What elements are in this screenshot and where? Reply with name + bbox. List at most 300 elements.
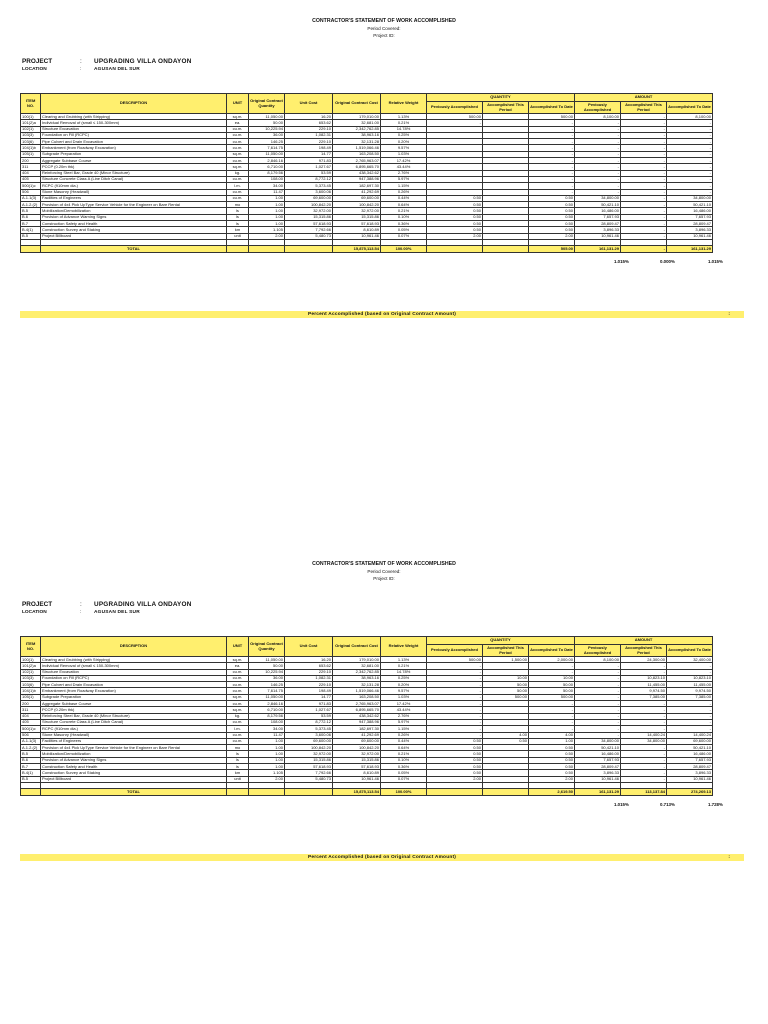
cell-unit: unit [227,233,249,239]
total-a-date: 161,131.29 [667,246,713,253]
cell-a-this: - [621,757,667,763]
cell-item-no: 102(1) [21,669,41,675]
cell-a-prev: 8,100.00 [575,657,621,663]
cell-a-date: - [667,713,713,719]
project-label: PROJECT [22,58,53,65]
cell-rel-weight: 0.07% [381,776,427,782]
col-q-date: Accomplished To Date [529,102,575,114]
cell-orig-cost: 32,131.28 [333,139,381,145]
cell-a-prev: - [575,145,621,151]
cell-item-no: 500(1)c [21,726,41,732]
cell-item-no: B.5 [21,233,41,239]
cell-description: Mobilization/Demobilization [41,208,227,214]
col-q-this: Accomplished This Period [483,102,529,114]
col-a-prev: Peviously Accomplished [575,102,621,114]
total-orig-cost: 15,875,113.54 [333,789,381,796]
cell-q-date: 1.00 [529,738,575,744]
cell-rel-weight: 5.97% [381,719,427,725]
cell-orig-cost: 32,681.00 [333,120,381,126]
location-label: LOCATION [22,610,47,615]
cell-description: Facilities of Engineers [41,738,227,744]
work-accomplished-table [20,636,713,796]
cell-q-date: 0.50 [529,202,575,208]
cell-a-prev: - [575,669,621,675]
cell-unit-cost: 57,618.93 [285,764,333,770]
cell-a-prev: - [575,164,621,170]
cell-q-date: 2,000.00 [529,657,575,663]
cell-description: Mobilization/Demobilization [41,751,227,757]
cell-a-date: 10,961.46 [667,776,713,782]
percent-accomplished-colon: : [728,311,730,317]
cell-unit: cu.m. [227,176,249,182]
cell-item-no: 101(2)a [21,120,41,126]
cell-a-this: - [621,132,667,138]
cell-item-no: 100(1) [21,114,41,120]
cell-description: Stone Masonry (Headwall) [41,189,227,195]
cell-q-prev: 0.50 [427,770,483,776]
cell-orig-cost: 8,610.89 [333,227,381,233]
cell-a-this: - [621,195,667,201]
cell-description: Individual Removal of (small ≤ 150-300mm) [41,120,227,126]
cell-q-prev: - [427,675,483,681]
cell-orig-qty: 11,050.00 [249,151,285,157]
sheet-header [0,18,768,39]
cell-a-prev: 16,486.00 [575,208,621,214]
cell-q-date: - [529,158,575,164]
project-colon: : [80,58,82,65]
cell-a-this: - [621,202,667,208]
cell-q-date: - [529,713,575,719]
cell-a-this: - [621,183,667,189]
cell-a-date: 11,455.00 [667,682,713,688]
cell-q-date: 0.50 [529,770,575,776]
cell-a-date: 16,486.00 [667,751,713,757]
cell-description: Project Billboard [41,233,227,239]
cell-orig-cost: 182,697.30 [333,183,381,189]
total-label: TOTAL [41,246,227,253]
cell-orig-qty: 2.00 [249,776,285,782]
cell-unit-cost: 7,792.66 [285,770,333,776]
project-info [22,601,422,619]
cell-unit-cost: 8,772.12 [285,719,333,725]
cell-q-prev: 500.00 [427,657,483,663]
cell-rel-weight: 9.57% [381,688,427,694]
cell-unit: cu.m. [227,719,249,725]
cell-a-this: - [621,701,667,707]
cell-description: PCCP (0.20m thk) [41,707,227,713]
cell-rel-weight: 0.21% [381,751,427,757]
cell-a-prev: - [575,719,621,725]
cell-unit: cu.m. [227,195,249,201]
total-rel-weight: 100.00% [381,246,427,253]
total-q-date: 2,619.50 [529,789,575,796]
cell-unit: ls [227,221,249,227]
cell-rel-weight: 1.15% [381,183,427,189]
percent-accomplished-bar [20,854,744,861]
cell-q-date: 0.50 [529,221,575,227]
cell-orig-cost: 163,208.50 [333,694,381,700]
cell-description: Construction Survey and Staking [41,227,227,233]
cell-unit-cost: 229.10 [285,126,333,132]
col-a-prev: Peviously Accomplished [575,645,621,657]
cell-a-this: - [621,233,667,239]
cell-description: Construction Survey and Staking [41,770,227,776]
cell-q-prev: 0.50 [427,221,483,227]
cell-rel-weight: 0.05% [381,770,427,776]
cell-unit: cu.m. [227,139,249,145]
cell-description: Reinforcing Steel Bar, Grade 40 (Minor Structure) [41,713,227,719]
cell-unit: cu.m. [227,669,249,675]
cell-a-this: - [621,726,667,732]
cell-rel-weight: 17.42% [381,701,427,707]
cell-q-prev: - [427,701,483,707]
col-quantity-group: QUANTITY [427,637,575,645]
cell-q-prev: 0.50 [427,738,483,744]
cell-q-date: - [529,189,575,195]
cell-orig-qty: 11.47 [249,732,285,738]
cell-description: Stone Masonry (Headwall) [41,732,227,738]
cell-description: Provision of 4x4 Pick UpType Service Vehicle for the Engineer on Bare Rental [41,202,227,208]
cell-q-prev: - [427,694,483,700]
cell-a-this: - [621,663,667,669]
cell-unit: cu.m. [227,189,249,195]
cell-unit: ea. [227,120,249,126]
cell-orig-cost: 1,519,066.46 [333,145,381,151]
cell-rel-weight: 0.26% [381,189,427,195]
col-unit-cost: Unit Cost [285,94,333,114]
col-unit-cost: Unit Cost [285,637,333,657]
cell-orig-qty: 1.105 [249,227,285,233]
cell-q-this: 50.00 [483,688,529,694]
cell-unit-cost: 653.62 [285,120,333,126]
cell-a-date: - [667,126,713,132]
cell-a-date: 69,600.00 [667,738,713,744]
cell-rel-weight: 0.64% [381,202,427,208]
cell-a-date: 7,657.93 [667,757,713,763]
cell-q-this: 50.00 [483,682,529,688]
cell-unit: cu.m. [227,682,249,688]
cell-item-no: 100(1) [21,657,41,663]
period-covered: Period Covered: [367,569,401,574]
cell-a-this: - [621,719,667,725]
cell-unit: sq.m. [227,657,249,663]
cell-unit-cost: 53.59 [285,713,333,719]
cell-orig-cost: 438,342.62 [333,713,381,719]
cell-orig-cost: 38,963.16 [333,132,381,138]
cell-orig-cost: 32,972.00 [333,751,381,757]
cell-a-prev: 34,800.00 [575,195,621,201]
cell-item-no: 200 [21,158,41,164]
cell-rel-weight: 0.25% [381,675,427,681]
percent-accomplished-label: Percent Accomplished (based on Original Contract Amount) [307,312,457,317]
cell-a-this: - [621,145,667,151]
cell-a-date: 16,486.00 [667,208,713,214]
cell-q-date: 0.50 [529,745,575,751]
cell-description: Subgrade Preparation [41,694,227,700]
cell-unit: sq.m. [227,151,249,157]
col-q-prev: Peviously Accomplished [427,645,483,657]
col-a-this: Accomplished This Period [621,645,667,657]
cell-orig-qty: 11.47 [249,189,285,195]
cell-unit: sq.m. [227,114,249,120]
cell-orig-qty: 34.00 [249,183,285,189]
total-a-this: 113,137.84 [621,789,667,796]
cell-rel-weight: 0.05% [381,227,427,233]
total-rel-weight: 100.00% [381,789,427,796]
cell-orig-cost: 2,342,762.85 [333,669,381,675]
statement-sheet-1 [0,18,768,317]
project-value: UPGRADING VILLA ONDAYON [94,601,192,608]
cell-q-date: 50.00 [529,682,575,688]
col-item: ITEM NO. [21,637,41,657]
cell-a-date: 28,809.47 [667,764,713,770]
cell-rel-weight: 1.13% [381,657,427,663]
cell-a-prev: - [575,120,621,126]
cell-rel-weight: 0.26% [381,732,427,738]
cell-orig-qty: 1.00 [249,202,285,208]
cell-unit: l.m. [227,726,249,732]
cell-q-date: - [529,151,575,157]
cell-orig-cost: 179,010.00 [333,657,381,663]
cell-q-prev: 0.50 [427,751,483,757]
cell-a-prev: 50,421.10 [575,745,621,751]
cell-unit-cost: 198.49 [285,145,333,151]
cell-orig-cost: 438,342.62 [333,170,381,176]
cell-orig-qty: 11,050.00 [249,114,285,120]
cell-unit: mo [227,745,249,751]
cell-a-this: - [621,745,667,751]
cell-orig-cost: 41,292.69 [333,189,381,195]
cell-orig-qty: 36.00 [249,675,285,681]
cell-unit: cu.m. [227,158,249,164]
cell-a-prev: - [575,183,621,189]
percent-prev: 1.015% [614,259,629,265]
cell-unit-cost: 5,373.45 [285,726,333,732]
col-orig-cost: Original Contract Cost [333,94,381,114]
cell-description: Reinforcing Steel Bar, Grade 40 (Minor Structure) [41,170,227,176]
cell-a-date: 50,421.10 [667,745,713,751]
cell-a-prev: - [575,158,621,164]
cell-description: RCPC (910mm dia.) [41,726,227,732]
location-colon: : [80,610,82,615]
col-unit: UNIT [227,637,249,657]
cell-item-no: 105(1) [21,151,41,157]
cell-unit-cost: 69,600.00 [285,738,333,744]
cell-q-date: 10.00 [529,675,575,681]
cell-description: Construction Safety and Health [41,221,227,227]
cell-item-no: 104(1)b [21,145,41,151]
cell-a-this: - [621,189,667,195]
cell-q-date: 0.50 [529,214,575,220]
location-colon: : [80,67,82,72]
cell-q-date: - [529,164,575,170]
cell-a-date: 3,896.33 [667,770,713,776]
cell-unit-cost: 229.10 [285,682,333,688]
cell-unit-cost: 229.10 [285,139,333,145]
cell-rel-weight: 0.36% [381,764,427,770]
cell-description: Clearing and Grubbing (with Stripping) [41,114,227,120]
cell-q-date: 0.50 [529,227,575,233]
cell-orig-qty: 50.00 [249,663,285,669]
cell-a-this: - [621,713,667,719]
cell-q-date: - [529,132,575,138]
cell-q-prev: - [427,669,483,675]
cell-orig-cost: 15,315.86 [333,214,381,220]
cell-a-prev: 10,961.46 [575,776,621,782]
col-quantity-group: QUANTITY [427,94,575,102]
sheet-title: CONTRACTOR'S STATEMENT OF WORK ACCOMPLISHED [312,18,456,24]
cell-a-date: 9,974.50 [667,688,713,694]
cell-unit: ls [227,208,249,214]
cell-a-this: - [621,751,667,757]
cell-a-prev: - [575,139,621,145]
cell-a-prev: 7,657.93 [575,214,621,220]
cell-a-date: - [667,719,713,725]
cell-orig-cost: 41,292.69 [333,732,381,738]
cell-q-prev: - [427,732,483,738]
cell-q-date: 500.00 [529,114,575,120]
cell-description: Construction Safety and Health [41,764,227,770]
cell-a-this: - [621,221,667,227]
cell-a-date: - [667,158,713,164]
total-q-date: 505.00 [529,246,575,253]
cell-a-this: 34,800.00 [621,738,667,744]
cell-description: Aggregate Subbase Course [41,701,227,707]
percent-date: 1.728% [708,802,723,808]
col-rel-weight: Relative Weight [381,637,427,657]
cell-rel-weight: 43.44% [381,707,427,713]
cell-q-prev: - [427,120,483,126]
cell-item-no: B.7 [21,221,41,227]
cell-orig-cost: 1,519,066.46 [333,688,381,694]
cell-orig-qty: 146.25 [249,139,285,145]
cell-unit-cost: 7,792.66 [285,227,333,233]
cell-unit: kg. [227,713,249,719]
cell-orig-qty: 8,179.56 [249,713,285,719]
cell-a-prev: - [575,132,621,138]
cell-a-date: - [667,120,713,126]
cell-q-prev: 2.00 [427,233,483,239]
cell-item-no: B.6 [21,757,41,763]
total-label: TOTAL [41,789,227,796]
cell-orig-cost: 57,618.93 [333,221,381,227]
cell-q-date: - [529,145,575,151]
cell-orig-qty: 6,710.00 [249,164,285,170]
cell-orig-qty: 11,050.00 [249,657,285,663]
cell-q-date: 0.50 [529,195,575,201]
cell-orig-qty: 11,050.00 [249,694,285,700]
cell-a-date: - [667,663,713,669]
cell-a-prev: - [575,688,621,694]
cell-unit-cost: 32,972.00 [285,751,333,757]
cell-orig-qty: 1.00 [249,221,285,227]
cell-a-date: 7,385.00 [667,694,713,700]
cell-a-this: - [621,227,667,233]
cell-a-prev: - [575,682,621,688]
cell-item-no: B.5 [21,776,41,782]
cell-a-date: - [667,151,713,157]
cell-description: Structure Concrete Class A (Line Ditch Canal) [41,176,227,182]
percent-this: 0.713% [660,802,675,808]
cell-item-no: 404 [21,170,41,176]
cell-a-this: - [621,126,667,132]
col-q-this: Accomplished This Period [483,645,529,657]
cell-item-no: 405 [21,176,41,182]
cell-orig-cost: 182,697.30 [333,726,381,732]
cell-rel-weight: 14.78% [381,126,427,132]
col-orig-qty: Original Contract Quantity [249,94,285,114]
cell-rel-weight: 0.21% [381,120,427,126]
cell-q-this: 4.00 [483,732,529,738]
cell-description: Subgrade Preparation [41,151,227,157]
cell-item-no: 311 [21,164,41,170]
location-value: AGUSAN DEL SUR [94,67,140,72]
cell-a-this: 11,455.00 [621,682,667,688]
cell-orig-cost: 6,895,665.70 [333,707,381,713]
cell-orig-qty: 7,614.75 [249,688,285,694]
cell-a-this: - [621,120,667,126]
cell-item-no: 105(1) [21,694,41,700]
cell-description: Provision of Advance Warning Signs [41,214,227,220]
cell-item-no: A.1.2.(2) [21,202,41,208]
cell-a-prev: - [575,663,621,669]
percent-accomplished-colon: : [728,854,730,860]
cell-unit-cost: 1,027.67 [285,707,333,713]
cell-unit: ls [227,757,249,763]
cell-rel-weight: 14.78% [381,669,427,675]
cell-item-no: 103(6) [21,139,41,145]
cell-a-prev: 10,961.46 [575,233,621,239]
cell-description: RCPC (910mm dia.) [41,183,227,189]
cell-rel-weight: 0.64% [381,745,427,751]
cell-q-prev: - [427,713,483,719]
cell-a-date: - [667,176,713,182]
cell-description: Structure Excavation [41,669,227,675]
cell-unit-cost: 14.77 [285,694,333,700]
cell-rel-weight: 1.03% [381,151,427,157]
cell-q-date: - [529,176,575,182]
col-orig-cost: Original Contract Cost [333,637,381,657]
cell-unit-cost: 15,315.86 [285,757,333,763]
cell-unit-cost: 16.20 [285,657,333,663]
cell-a-prev: - [575,170,621,176]
cell-q-date: - [529,726,575,732]
cell-item-no: 104(1)b [21,688,41,694]
project-info [22,58,422,76]
cell-a-prev: - [575,707,621,713]
cell-a-date: - [667,145,713,151]
cell-a-date: 10,823.10 [667,675,713,681]
cell-a-this: - [621,214,667,220]
cell-orig-cost: 15,315.86 [333,757,381,763]
cell-description: Clearing and Grubbing (with Stripping) [41,657,227,663]
cell-unit: cu.m. [227,132,249,138]
cell-item-no: 103(6) [21,682,41,688]
cell-a-date: - [667,164,713,170]
total-orig-cost: 15,875,113.54 [333,246,381,253]
cell-a-date: - [667,701,713,707]
cell-unit: cu.m. [227,675,249,681]
sheet-title: CONTRACTOR'S STATEMENT OF WORK ACCOMPLISHED [312,561,456,567]
percent-date: 1.015% [708,259,723,265]
cell-a-this: 10,823.10 [621,675,667,681]
cell-unit: mo [227,202,249,208]
cell-q-date: - [529,120,575,126]
cell-orig-cost: 32,131.28 [333,682,381,688]
cell-unit-cost: 971.83 [285,158,333,164]
cell-rel-weight: 43.44% [381,164,427,170]
col-q-prev: Peviously Accomplished [427,102,483,114]
